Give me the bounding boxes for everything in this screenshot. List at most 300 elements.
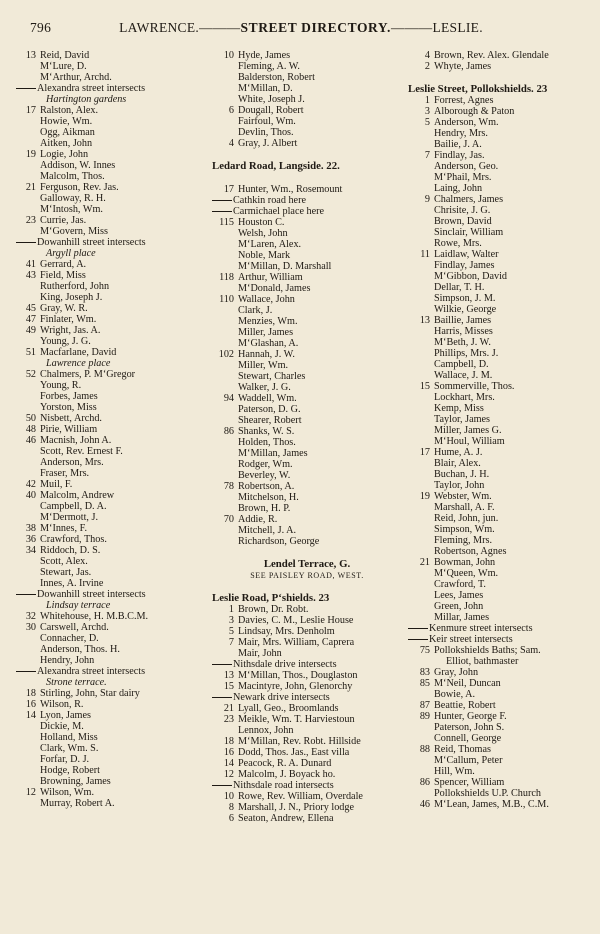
directory-entry: [408, 755, 592, 766]
resident-name: Wallace, J. M.: [434, 370, 493, 381]
resident-name: Lyon, James: [40, 710, 91, 721]
house-number: 19: [419, 491, 430, 502]
house-number: 13: [419, 315, 430, 326]
directory-entry: [212, 327, 402, 338]
resident-name: Hendry, John: [40, 655, 95, 666]
resident-name: Clark, Wm. S.: [40, 743, 99, 754]
directory-entry: [408, 678, 592, 689]
directory-entry: [408, 260, 592, 271]
resident-name: Howie, Wm.: [40, 116, 93, 127]
directory-entry: [408, 348, 592, 359]
house-number: 4: [228, 138, 234, 149]
directory-entry: [408, 469, 592, 480]
house-number: 2: [424, 61, 430, 72]
resident-name: Hume, A. J.: [434, 447, 483, 458]
directory-entry: [408, 546, 592, 557]
directory-entry: [16, 204, 208, 215]
house-number: 70: [223, 514, 234, 525]
resident-name: Hyde, James: [238, 50, 291, 61]
header-left: LAWRENCE.: [119, 20, 200, 35]
directory-entry: [212, 72, 402, 83]
resident-name: M‘Laren, Alex.: [238, 239, 302, 250]
resident-name: M‘Millan, Rev. Robt. Hillside: [238, 736, 361, 747]
resident-name: Gray, W. R.: [40, 303, 88, 314]
resident-name: Dougall, Robert: [238, 105, 304, 116]
resident-name: M‘Glashan, A.: [238, 338, 299, 349]
resident-name: Sommerville, Thos.: [434, 381, 515, 392]
directory-entry: [408, 392, 592, 403]
resident-name: Gerrard, A.: [40, 259, 87, 270]
house-number: 6: [228, 105, 234, 116]
directory-entry: [212, 127, 402, 138]
resident-name: Lyall, Geo., Broomlands: [238, 703, 339, 714]
house-number: 3: [228, 615, 234, 626]
directory-entry: [408, 436, 592, 447]
resident-name: Devlin, Thos.: [238, 127, 294, 138]
house-number: 46: [25, 435, 36, 446]
house-number: 7: [424, 150, 430, 161]
resident-name: Forbes, James: [40, 391, 98, 402]
spacer: [212, 547, 402, 559]
directory-entry: [16, 281, 208, 292]
directory-entry: [16, 534, 208, 545]
directory-entry: [212, 50, 402, 61]
directory-entry: [16, 622, 208, 633]
page-number: 796: [30, 20, 52, 35]
directory-entry: [212, 426, 402, 437]
house-number: 46: [419, 799, 430, 810]
directory-entry: [16, 50, 208, 61]
directory-entry: [408, 447, 592, 458]
resident-name: M‘Beth, J. W.: [434, 337, 491, 348]
directory-entry: [408, 315, 592, 326]
directory-entry: [212, 791, 402, 802]
resident-name: M‘Donald, James: [238, 283, 311, 294]
resident-name: Campbell, D.: [434, 359, 489, 370]
street-heading: [212, 559, 402, 570]
resident-name: Kenmure street intersects: [408, 623, 533, 634]
resident-name: M‘Lean, James, M.B., C.M.: [434, 799, 549, 810]
directory-entry: [408, 700, 592, 711]
house-number: 88: [419, 744, 430, 755]
house-number: 38: [25, 523, 36, 534]
directory-entry: [408, 711, 592, 722]
directory-entry: [16, 127, 208, 138]
place-subheading: [16, 600, 208, 611]
resident-name: Lennox, John: [238, 725, 294, 736]
resident-name: Arthur, William: [238, 272, 303, 283]
house-number: 17: [223, 184, 234, 195]
house-number: 5: [424, 117, 430, 128]
resident-name: Lawrence place: [46, 358, 111, 369]
directory-entry: [212, 503, 402, 514]
resident-name: Addie, R.: [238, 514, 278, 525]
house-number: 18: [25, 688, 36, 699]
resident-name: Miller, James: [238, 327, 294, 338]
directory-entry: [16, 490, 208, 501]
resident-name: Hill, Wm.: [434, 766, 475, 777]
entry-continuation: [408, 656, 592, 667]
resident-name: Beattie, Robert: [434, 700, 496, 711]
resident-name: Young, R.: [40, 380, 82, 391]
resident-name: Shanks, W. S.: [238, 426, 295, 437]
house-number: 8: [228, 802, 234, 813]
house-number: 50: [25, 413, 36, 424]
resident-name: Whyte, James: [434, 61, 492, 72]
resident-name: M‘Millan, D. Marshall: [238, 261, 332, 272]
directory-entry: [408, 227, 592, 238]
house-number: 52: [25, 369, 36, 380]
resident-name: Anderson, Geo.: [434, 161, 499, 172]
spacer: [408, 72, 592, 84]
resident-name: Miller, Wm.: [238, 360, 289, 371]
resident-name: Finlater, Wm.: [40, 314, 97, 325]
resident-name: Chalmers, James: [434, 194, 504, 205]
directory-entry: [212, 371, 402, 382]
directory-entry: [16, 611, 208, 622]
place-subheading: [16, 248, 208, 259]
house-number: 21: [25, 182, 36, 193]
directory-entry: [212, 736, 402, 747]
resident-name: Connell, George: [434, 733, 502, 744]
directory-entry: [212, 393, 402, 404]
resident-name: Carmichael place here: [212, 206, 324, 217]
directory-entry: [212, 626, 402, 637]
house-number: 1: [424, 95, 430, 106]
resident-name: Ogg, Aikman: [40, 127, 95, 138]
directory-entry: [408, 205, 592, 216]
directory-entry: [16, 633, 208, 644]
house-number: 4: [424, 50, 430, 61]
resident-name: Riddoch, D. S.: [40, 545, 101, 556]
directory-entry: [408, 557, 592, 568]
directory-entry: [212, 681, 402, 692]
directory-entry: [16, 116, 208, 127]
resident-name: Malcolm, Thos.: [40, 171, 105, 182]
resident-name: Lendel Terrace, G.: [263, 559, 351, 570]
place-subheading: [16, 94, 208, 105]
directory-entry: [408, 61, 592, 72]
resident-name: Holland, Miss: [40, 732, 98, 743]
resident-name: Laidlaw, Walter: [434, 249, 499, 260]
resident-name: Spencer, William: [434, 777, 505, 788]
directory-entry: [212, 360, 402, 371]
resident-name: Dellar, T. H.: [434, 282, 485, 293]
house-number: 11: [420, 249, 430, 260]
resident-name: Bowie, A.: [434, 689, 476, 700]
resident-name: Simpson, Wm.: [434, 524, 495, 535]
directory-entry: [212, 228, 402, 239]
cross-reference: [212, 570, 402, 581]
directory-entry: [212, 61, 402, 72]
directory-entry: [16, 61, 208, 72]
directory-entry: [16, 798, 208, 809]
resident-name: Paterson, D. G.: [238, 404, 301, 415]
resident-name: Whitehouse, H. M.B.C.M.: [40, 611, 149, 622]
directory-entry: [212, 813, 402, 824]
place-subheading: [16, 677, 208, 688]
directory-entry: [212, 105, 402, 116]
house-number: 86: [223, 426, 234, 437]
directory-entry: [212, 116, 402, 127]
house-number: 10: [223, 50, 234, 61]
resident-name: Scott, Rev. Ernest F.: [40, 446, 123, 457]
directory-entry: [212, 83, 402, 94]
resident-name: Brown, Rev. Alex. Glendale: [434, 50, 549, 61]
resident-name: Robertson, A.: [238, 481, 295, 492]
resident-name: Rutherford, John: [40, 281, 110, 292]
directory-entry: [212, 758, 402, 769]
resident-name: Lees, James: [434, 590, 484, 601]
directory-entry: [212, 802, 402, 813]
column-2: [212, 50, 402, 824]
resident-name: Elliot, bathmaster: [446, 656, 519, 667]
directory-entry: [212, 514, 402, 525]
directory-entry: [212, 404, 402, 415]
directory-entry: [408, 326, 592, 337]
directory-entry: [16, 347, 208, 358]
directory-entry: [408, 128, 592, 139]
resident-name: Blair, Alex.: [434, 458, 481, 469]
directory-entry: [16, 259, 208, 270]
house-number: 118: [219, 272, 234, 283]
resident-name: Findlay, James: [434, 260, 495, 271]
directory-entry: [16, 402, 208, 413]
resident-name: Findlay, Jas.: [434, 150, 485, 161]
directory-entry: [212, 239, 402, 250]
resident-name: Mair, Mrs. William, Caprera: [238, 637, 355, 648]
resident-name: Innes, A. Irvine: [40, 578, 104, 589]
resident-name: Macintyre, John, Glenorchy: [238, 681, 353, 692]
resident-name: Dowanhill street intersects: [16, 589, 146, 600]
resident-name: M‘Arthur, Archd.: [40, 72, 112, 83]
resident-name: Argyll place: [46, 248, 96, 259]
resident-name: Malcolm, J. Boyack ho.: [238, 769, 336, 780]
directory-entry: [408, 612, 592, 623]
resident-name: Chalmers, P. M‘Gregor: [40, 369, 136, 380]
directory-entry: [408, 491, 592, 502]
resident-name: Carswell, Archd.: [40, 622, 109, 633]
resident-name: Cathkin road here: [212, 195, 306, 206]
resident-name: Ferguson, Rev. Jas.: [40, 182, 119, 193]
house-number: 47: [25, 314, 36, 325]
intersection-note: [16, 666, 208, 677]
resident-name: M‘Queen, Wm.: [434, 568, 499, 579]
spacer: [212, 581, 402, 593]
directory-entry: [408, 513, 592, 524]
resident-name: Ralston, Alex.: [40, 105, 99, 116]
directory-entry: [16, 765, 208, 776]
directory-entry: [16, 754, 208, 765]
directory-entry: [408, 238, 592, 249]
header-right: LESLIE.: [432, 20, 483, 35]
directory-entry: [408, 150, 592, 161]
resident-name: Newark drive intersects: [212, 692, 330, 703]
resident-name: Green, John: [434, 601, 484, 612]
resident-name: Connacher, D.: [40, 633, 99, 644]
resident-name: Stirling, John, Star dairy: [40, 688, 140, 699]
resident-name: Currie, Jas.: [40, 215, 87, 226]
resident-name: Richardson, George: [238, 536, 320, 547]
directory-entry: [408, 337, 592, 348]
directory-entry: [408, 524, 592, 535]
intersection-note: [212, 659, 402, 670]
resident-name: Alborough & Paton: [434, 106, 515, 117]
directory-entry: [408, 172, 592, 183]
street-heading: [408, 84, 592, 95]
resident-name: Browning, James: [40, 776, 111, 787]
house-number: 94: [223, 393, 234, 404]
resident-name: Houston C.: [238, 217, 285, 228]
resident-name: M‘Dermott, J.: [40, 512, 99, 523]
directory-entry: [212, 448, 402, 459]
house-number: 10: [223, 791, 234, 802]
directory-entry: [408, 766, 592, 777]
street-heading: [212, 161, 402, 172]
directory-entry: [16, 578, 208, 589]
directory-entry: [408, 95, 592, 106]
house-number: 83: [419, 667, 430, 678]
resident-name: Forrest, Agnes: [434, 95, 494, 106]
resident-name: M‘Neil, Duncan: [434, 678, 501, 689]
directory-entry: [212, 670, 402, 681]
resident-name: Rowe, Mrs.: [434, 238, 482, 249]
resident-name: Walker, J. G.: [238, 382, 291, 393]
resident-name: Wilson, R.: [40, 699, 84, 710]
resident-name: Mitchelson, H.: [238, 492, 299, 503]
directory-entry: [16, 446, 208, 457]
house-number: 5: [228, 626, 234, 637]
directory-entry: [212, 338, 402, 349]
resident-name: Marshall, A. F.: [434, 502, 495, 513]
resident-name: M‘Intosh, Wm.: [40, 204, 103, 215]
directory-entry: [16, 215, 208, 226]
directory-entry: [408, 282, 592, 293]
directory-entry: [212, 283, 402, 294]
resident-name: Murray, Robert A.: [40, 798, 115, 809]
directory-entry: [16, 325, 208, 336]
directory-entry: [408, 414, 592, 425]
directory-entry: [16, 292, 208, 303]
directory-entry: [408, 194, 592, 205]
resident-name: Hendry, Mrs.: [434, 128, 488, 139]
directory-entry: [212, 305, 402, 316]
directory-entry: [212, 250, 402, 261]
resident-name: Bailie, J. A.: [434, 139, 482, 150]
directory-entry: [408, 799, 592, 810]
directory-entry: [408, 733, 592, 744]
resident-name: Addison, W. Innes: [40, 160, 116, 171]
directory-entry: [212, 294, 402, 305]
resident-name: Alexandra street intersects: [16, 666, 145, 677]
directory-entry: [408, 458, 592, 469]
resident-name: Waddell, Wm.: [238, 393, 297, 404]
resident-name: Young, J. G.: [40, 336, 91, 347]
resident-name: Hartington gardens: [46, 94, 127, 105]
resident-name: Miller, James G.: [434, 425, 502, 436]
house-number: 23: [223, 714, 234, 725]
directory-entry: [408, 106, 592, 117]
directory-entry: [16, 160, 208, 171]
directory-entry: [212, 184, 402, 195]
directory-entry: [408, 139, 592, 150]
directory-entry: [16, 479, 208, 490]
resident-name: Yorston, Miss: [40, 402, 97, 413]
directory-entry: [16, 435, 208, 446]
directory-entry: [16, 105, 208, 116]
directory-entry: [16, 193, 208, 204]
resident-name: Leslie Street, Pollokshields. 23: [408, 84, 548, 95]
resident-name: Wallace, John: [238, 294, 295, 305]
resident-name: Lindsay terrace: [46, 600, 111, 611]
house-number: 115: [219, 217, 234, 228]
resident-name: Brown, Dr. Robt.: [238, 604, 309, 615]
directory-entry: [16, 688, 208, 699]
directory-entry: [16, 468, 208, 479]
house-number: 42: [25, 479, 36, 490]
resident-name: Phillips, Mrs. J.: [434, 348, 499, 359]
resident-name: Wilkie, George: [434, 304, 497, 315]
intersection-note: [16, 83, 208, 94]
directory-entry: [16, 182, 208, 193]
resident-name: M‘Callum, Peter: [434, 755, 503, 766]
resident-name: Wilson, Wm.: [40, 787, 95, 798]
header-center: STREET DIRECTORY.: [240, 20, 392, 35]
house-number: 41: [25, 259, 36, 270]
spacer: [212, 172, 402, 184]
resident-name: M‘Houl, William: [434, 436, 505, 447]
house-number: 17: [419, 447, 430, 458]
directory-entry: [16, 545, 208, 556]
house-number: 43: [25, 270, 36, 281]
resident-name: Mair, John: [238, 648, 282, 659]
directory-entry: [212, 604, 402, 615]
directory-entry: [16, 523, 208, 534]
resident-name: Harris, Misses: [434, 326, 493, 337]
directory-entry: [408, 381, 592, 392]
resident-name: M‘Lure, D.: [40, 61, 87, 72]
intersection-note: [212, 692, 402, 703]
resident-name: Dodd, Thos. Jas., East villa: [238, 747, 350, 758]
house-number: 14: [25, 710, 36, 721]
resident-name: Gray, J. Albert: [238, 138, 298, 149]
resident-name: Campbell, D. A.: [40, 501, 107, 512]
directory-entry: [16, 655, 208, 666]
resident-name: Fleming, A. W.: [238, 61, 300, 72]
directory-entry: [16, 501, 208, 512]
directory-entry: [408, 304, 592, 315]
directory-entry: [408, 502, 592, 513]
directory-entry: [16, 413, 208, 424]
resident-name: Baillie, James: [434, 315, 492, 326]
resident-name: Sinclair, William: [434, 227, 504, 238]
directory-entry: [212, 272, 402, 283]
directory-entry: [408, 370, 592, 381]
resident-name: M‘Innes, F.: [40, 523, 88, 534]
resident-name: Leslie Road, P‘shields. 23: [212, 593, 330, 604]
house-number: 6: [228, 813, 234, 824]
directory-entry: [16, 699, 208, 710]
resident-name: M‘Gibbon, David: [434, 271, 508, 282]
spacer: [212, 149, 402, 161]
directory-entry: [408, 271, 592, 282]
house-number: 21: [419, 557, 430, 568]
house-number: 1: [228, 604, 234, 615]
house-number: 23: [25, 215, 36, 226]
house-number: 87: [419, 700, 430, 711]
resident-name: M‘Millan, D.: [238, 83, 293, 94]
directory-entry: [408, 788, 592, 799]
